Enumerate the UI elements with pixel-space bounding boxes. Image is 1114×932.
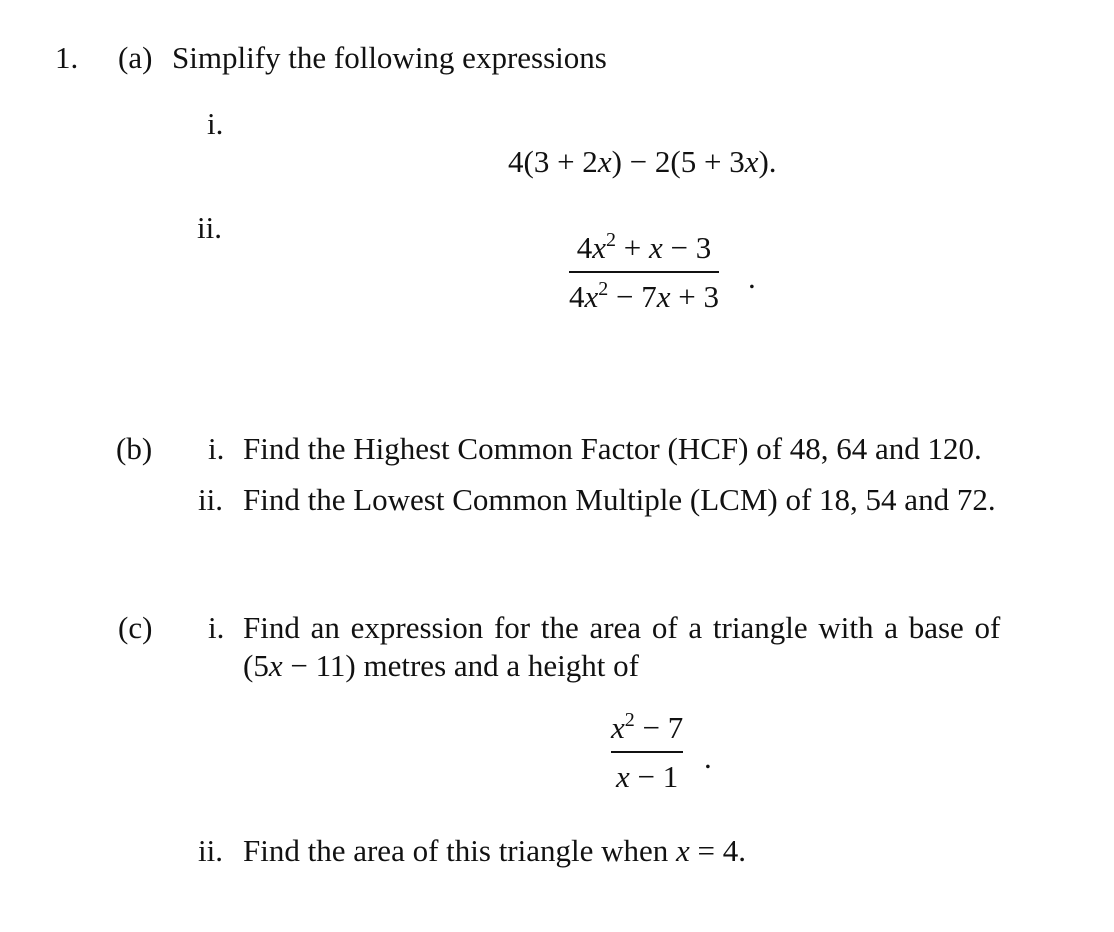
- part-a-item-1-expression: [508, 146, 777, 177]
- expr-text: 4: [576, 230, 593, 265]
- variable-x: x: [656, 279, 671, 314]
- part-c-item-1-line-2: [243, 650, 639, 681]
- variable-x: x: [592, 230, 607, 265]
- part-c-item-1-line-1: Find an expression for the area of a triangle with a base of: [243, 610, 1001, 645]
- variable-x: x: [584, 279, 599, 314]
- expr-text: − 1: [629, 759, 679, 794]
- fraction-numerator: [611, 709, 684, 745]
- part-b-item-1-text: Find the Highest Common Factor (HCF) of 48, 64 and 120.: [243, 431, 982, 466]
- variable-x: x: [649, 230, 663, 265]
- part-a-title: Simplify the following expressions: [172, 40, 607, 75]
- fraction-bar: [611, 751, 683, 753]
- expr-text: − 3: [662, 230, 712, 265]
- fraction-trailing-period: .: [748, 260, 756, 295]
- variable-x: x: [744, 144, 759, 179]
- expr-text: ) − 2(5 + 3: [611, 144, 745, 179]
- exponent: 2: [624, 709, 635, 731]
- part-b-item-2-text: Find the Lowest Common Multiple (LCM) of 18, 54 and 72.: [243, 482, 996, 517]
- variable-x: x: [616, 759, 630, 794]
- part-c-item-1-label: i.: [208, 610, 225, 645]
- part-c-item-1-fraction: [611, 709, 684, 794]
- part-c-item-2-text: [243, 835, 746, 866]
- expr-text: − 7: [634, 710, 684, 745]
- fraction-trailing-period: .: [704, 740, 712, 775]
- expr-text: Find the area of this triangle when: [243, 833, 677, 868]
- question-number: 1.: [55, 40, 79, 75]
- part-b-item-1-label: i.: [208, 431, 225, 466]
- fraction-denominator: [569, 278, 719, 314]
- part-b-item-2-label: ii.: [198, 482, 223, 517]
- variable-x: x: [611, 710, 625, 745]
- part-c-label: (c): [118, 610, 153, 645]
- part-a-item-2-label: ii.: [197, 210, 222, 245]
- exponent: 2: [606, 229, 617, 251]
- part-a-item-1-label: i.: [207, 106, 224, 141]
- fraction-bar: [569, 271, 719, 273]
- part-c-item-2-label: ii.: [198, 833, 223, 868]
- expr-text: − 7: [608, 279, 657, 314]
- part-b-label: (b): [116, 431, 153, 466]
- expr-text: 4: [569, 279, 585, 314]
- expr-text: ).: [758, 144, 777, 179]
- expr-text: 4(3 + 2: [508, 144, 598, 179]
- fraction-denominator: [616, 761, 678, 792]
- expr-text: +: [616, 230, 649, 265]
- variable-x: x: [676, 833, 690, 868]
- variable-x: x: [597, 144, 612, 179]
- part-a-item-2-fraction: [569, 229, 719, 314]
- expr-text: (5: [243, 648, 269, 683]
- exponent: 2: [598, 278, 609, 300]
- expr-text: = 4.: [689, 833, 747, 868]
- fraction-numerator: [576, 229, 712, 265]
- expr-text: − 11) metres and a height of: [282, 648, 639, 683]
- part-a-label: (a): [118, 40, 153, 75]
- variable-x: x: [268, 648, 283, 683]
- expr-text: + 3: [670, 279, 719, 314]
